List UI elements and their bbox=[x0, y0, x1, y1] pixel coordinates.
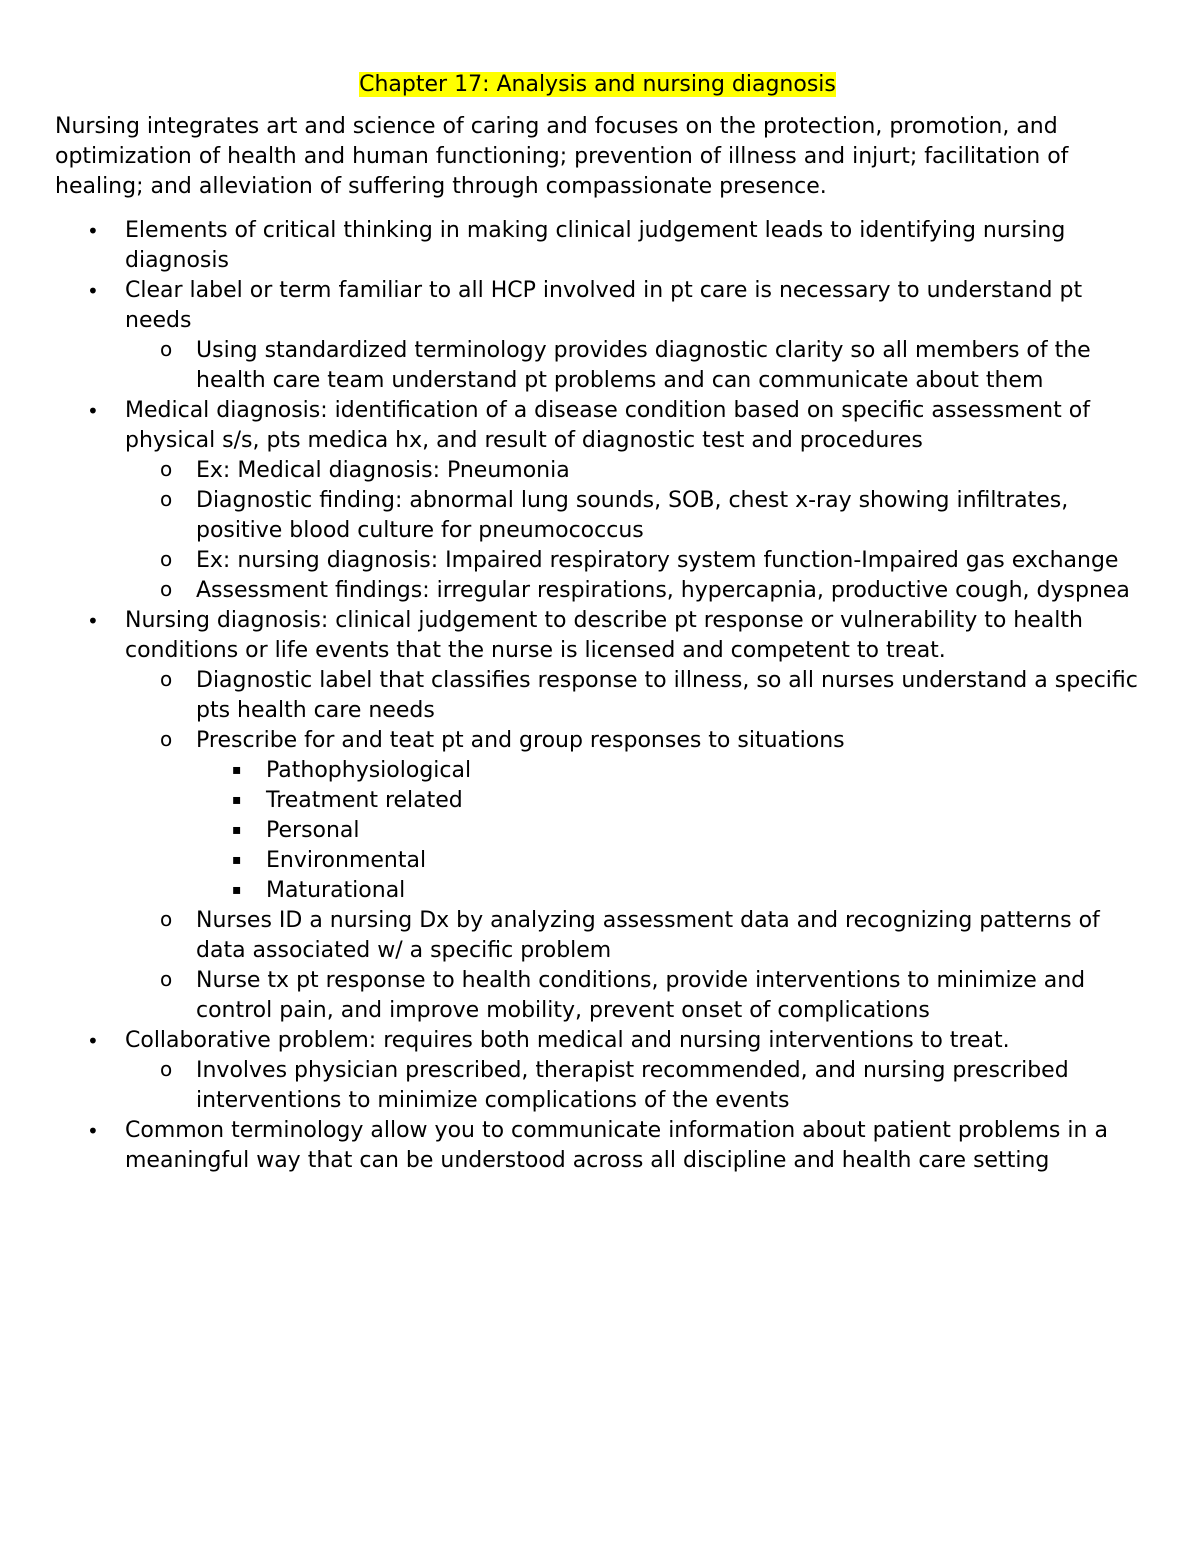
sub-list-item bbox=[125, 336, 1140, 396]
sub-list-item bbox=[125, 966, 1140, 1026]
bullet-marker: • bbox=[87, 219, 99, 243]
circle-marker: o bbox=[160, 727, 173, 751]
circle-marker: o bbox=[160, 547, 173, 571]
sub-list bbox=[125, 456, 1140, 606]
bullet-marker: • bbox=[87, 279, 99, 303]
sub-sub-list-item bbox=[196, 786, 1140, 816]
list-item bbox=[55, 216, 1140, 276]
bullet-marker: • bbox=[87, 1029, 99, 1053]
circle-marker: o bbox=[160, 967, 173, 991]
sub-sub-list-item-text: Pathophysiological bbox=[266, 758, 472, 783]
circle-marker: o bbox=[160, 1057, 173, 1081]
square-marker: ▪ bbox=[232, 822, 242, 838]
sub-list-item-text: Ex: nursing diagnosis: Impaired respiratory system function-Impaired gas exchange bbox=[196, 548, 1119, 573]
sub-list-item bbox=[125, 666, 1140, 726]
sub-list-item-text: Diagnostic label that classifies response to illness, so all nurses understand a specific pts health care needs bbox=[196, 668, 1138, 723]
sub-sub-list-item-text: Personal bbox=[266, 818, 360, 843]
sub-list-item bbox=[125, 726, 1140, 906]
circle-marker: o bbox=[160, 907, 173, 931]
list-item-text: Collaborative problem: requires both medical and nursing interventions to treat. bbox=[125, 1028, 1010, 1053]
sub-sub-list-item bbox=[196, 756, 1140, 786]
intro-paragraph: Nursing integrates art and science of caring and focuses on the protection, promotion, and optimization of health and human functioning; prevention of illness and injurt; facilitation of healing; and alleviation of suffering through compassionate presence. bbox=[55, 114, 1069, 199]
sub-sub-list-item-text: Maturational bbox=[266, 878, 406, 903]
sub-list-item bbox=[125, 546, 1140, 576]
bullet-marker: • bbox=[87, 609, 99, 633]
sub-sub-list bbox=[196, 756, 1140, 906]
page-title: Chapter 17: Analysis and nursing diagnosis bbox=[359, 72, 836, 97]
sub-list bbox=[125, 1056, 1140, 1116]
square-marker: ▪ bbox=[232, 792, 242, 808]
list-item bbox=[55, 1116, 1140, 1176]
sub-list bbox=[125, 666, 1140, 1026]
sub-sub-list-item bbox=[196, 846, 1140, 876]
sub-list-item bbox=[125, 456, 1140, 486]
sub-sub-list-item-text: Environmental bbox=[266, 848, 427, 873]
title-line bbox=[55, 70, 1140, 100]
sub-sub-list-item bbox=[196, 876, 1140, 906]
sub-list-item-text: Nurse tx pt response to health conditions, provide interventions to minimize and control pain, and improve mobility, prevent onset of complications bbox=[196, 968, 1086, 1023]
sub-list-item-text: Ex: Medical diagnosis: Pneumonia bbox=[196, 458, 570, 483]
bullet-marker: • bbox=[87, 1119, 99, 1143]
list-item bbox=[55, 276, 1140, 396]
sub-list-item bbox=[125, 1056, 1140, 1116]
circle-marker: o bbox=[160, 577, 173, 601]
sub-list-item-text: Using standardized terminology provides diagnostic clarity so all members of the health care team understand pt problems and can communicate about them bbox=[196, 338, 1091, 393]
list-item-text: Elements of critical thinking in making clinical judgement leads to identifying nursing diagnosis bbox=[125, 218, 1066, 273]
square-marker: ▪ bbox=[232, 762, 242, 778]
sub-list bbox=[125, 336, 1140, 396]
list-item-text: Medical diagnosis: identification of a disease condition based on specific assessment of physical s/s, pts medica hx, and result of diagnostic test and procedures bbox=[125, 398, 1090, 453]
sub-sub-list-item bbox=[196, 816, 1140, 846]
sub-list-item-text: Nurses ID a nursing Dx by analyzing assessment data and recognizing patterns of data associated w/ a specific problem bbox=[196, 908, 1100, 963]
bullet-marker: • bbox=[87, 399, 99, 423]
sub-list-item bbox=[125, 486, 1140, 546]
sub-list-item-text: Prescribe for and teat pt and group responses to situations bbox=[196, 728, 845, 753]
list-item-text: Common terminology allow you to communicate information about patient problems in a meaningful way that can be understood across all discipline and health care setting bbox=[125, 1118, 1108, 1173]
circle-marker: o bbox=[160, 487, 173, 511]
square-marker: ▪ bbox=[232, 882, 242, 898]
list-item bbox=[55, 396, 1140, 606]
circle-marker: o bbox=[160, 667, 173, 691]
sub-list-item-text: Diagnostic finding: abnormal lung sounds, SOB, chest x-ray showing infiltrates, positive blood culture for pneumococcus bbox=[196, 488, 1069, 543]
list-item bbox=[55, 1026, 1140, 1116]
sub-sub-list-item-text: Treatment related bbox=[266, 788, 463, 813]
sub-list-item bbox=[125, 906, 1140, 966]
list-item-text: Nursing diagnosis: clinical judgement to describe pt response or vulnerability to health conditions or life events that the nurse is licensed and competent to treat. bbox=[125, 608, 1083, 663]
square-marker: ▪ bbox=[232, 852, 242, 868]
circle-marker: o bbox=[160, 457, 173, 481]
list-item bbox=[55, 606, 1140, 1026]
sub-list-item-text: Involves physician prescribed, therapist recommended, and nursing prescribed interventions to minimize complications of the events bbox=[196, 1058, 1069, 1113]
sub-list-item bbox=[125, 576, 1140, 606]
circle-marker: o bbox=[160, 337, 173, 361]
main-bullet-list bbox=[55, 216, 1140, 1176]
list-item-text: Clear label or term familiar to all HCP involved in pt care is necessary to understand pt needs bbox=[125, 278, 1083, 333]
sub-list-item-text: Assessment findings: irregular respirations, hypercapnia, productive cough, dyspnea bbox=[196, 578, 1130, 603]
